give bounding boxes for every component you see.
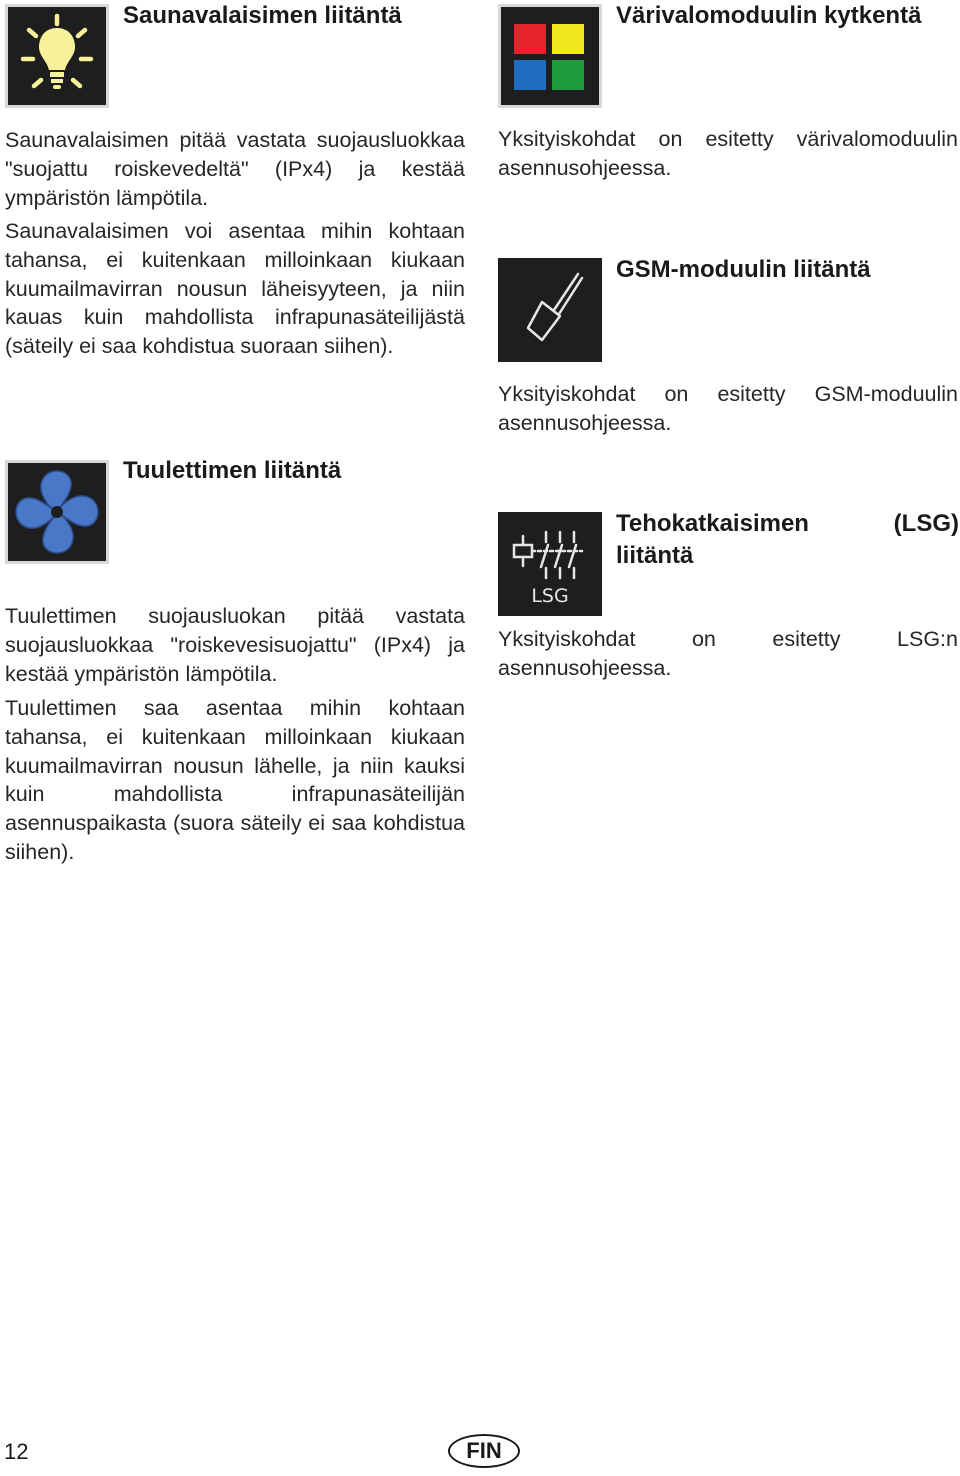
sauna-light-paragraph-1: Saunavalaisimen pitää vastata suojausluokkaa "suojattu roiskevedeltä" (IPx4) ja kestää ympäristön lämpötila. <box>5 128 465 210</box>
color-module-heading: Värivalomoduulin kytkentä <box>616 2 922 29</box>
page-number: 12 <box>4 1439 29 1464</box>
light-bulb-icon <box>5 4 109 108</box>
lsg-icon-label: LSG <box>531 585 569 607</box>
color-squares-icon <box>498 4 602 108</box>
gsm-module-paragraph: Yksityiskohdat on esitetty GSM-moduulin asennusohjeessa. <box>498 382 958 435</box>
sauna-light-heading: Saunavalaisimen liitäntä <box>123 2 402 29</box>
language-badge: FIN <box>448 1434 520 1468</box>
relay-switch-icon <box>498 512 602 616</box>
sauna-light-paragraph-2: Saunavalaisimen voi asentaa mihin kohtaan tahansa, ei kuitenkaan milloinkaan kiukaan kuumailmavirran nousun läheisyyteen, ja niin kauas kuin mahdollista infrapunasäteilijästä (säteily ei saa kohdistua suoraan siihen). <box>5 219 465 359</box>
color-module-paragraph: Yksityiskohdat on esitetty värivalomoduulin asennusohjeessa. <box>498 127 958 180</box>
fan-paragraph-2: Tuulettimen saa asentaa mihin kohtaan tahansa, ei kuitenkaan milloinkaan kiukaan kuumailmavirran nousun lähelle, ja niin kauksi kuin mahdollista infrapunasäteilijän asennuspaikasta (suora säteily ei saa kohdistua siihen). <box>5 696 465 864</box>
lsg-heading: Tehokatkaisimen (LSG) liitäntä <box>616 510 959 569</box>
fan-icon <box>5 460 109 564</box>
gsm-module-heading: GSM-moduulin liitäntä <box>616 256 871 283</box>
fan-paragraph-1: Tuulettimen suojausluokan pitää vastata suojausluokkaa "roiskevesisuojattu" (IPx4) ja kestää ympäristön lämpötila. <box>5 604 465 686</box>
gsm-phone-icon <box>498 258 602 362</box>
lsg-paragraph: Yksityiskohdat on esitetty LSG:n asennusohjeessa. <box>498 627 958 680</box>
fan-heading: Tuulettimen liitäntä <box>123 457 342 484</box>
